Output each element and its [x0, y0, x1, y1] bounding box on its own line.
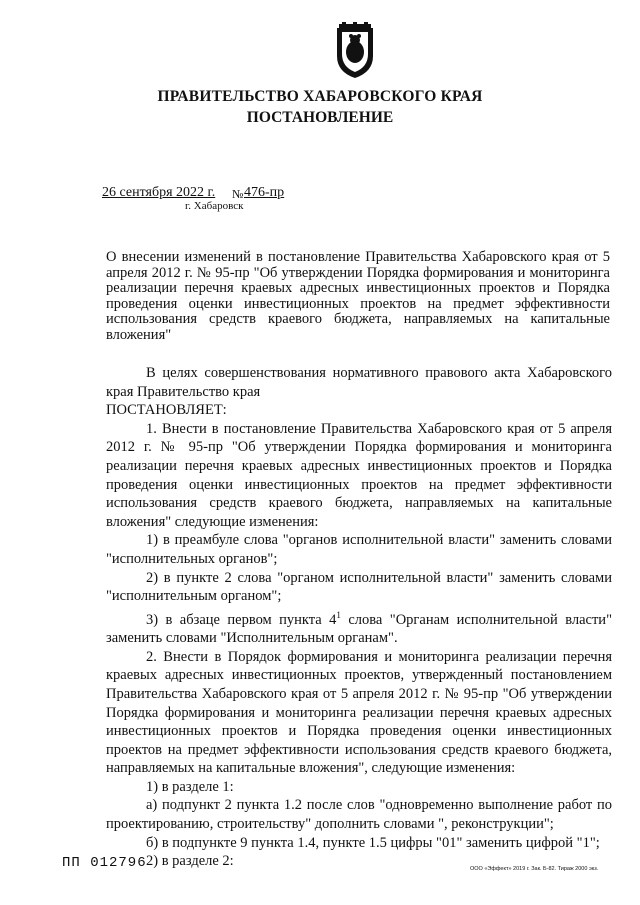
paragraph-2-1-a: а) подпункт 2 пункта 1.2 после слов "одновременно выполнение работ по проектированию, строительству" дополнить словами ", реконструкции";: [106, 797, 612, 833]
document-number: 476-пр: [244, 185, 285, 200]
document-date: 26 сентября 2022 г.: [102, 185, 216, 200]
coat-of-arms-emblem: [333, 22, 377, 80]
form-serial-code: ПП 012796: [62, 855, 147, 871]
document-subject: О внесении изменений в постановление Правительства Хабаровского края от 5 апреля 2012 г. № 95-пр "Об утверждении Порядка формирования и мониторинга реализации перечня краевых адресных инвестиционных проектов и Порядка проведения оценки инвестиционных проектов на предмет эффективности использования средств краевого бюджета, направляемых на капитальные вложения": [106, 249, 610, 343]
paragraph-1: 1. Внести в постановление Правительства Хабаровского края от 5 апреля 2012 г. № 95-пр "Об утверждении Порядка формирования и мониторинга реализации перечня краевых адресных инвестиционных проектов и Порядка проведения оценки инвестиционных проектов на предмет эффективности использования средств краевого бюджета, направляемых на капитальные вложения" следующие изменения:: [106, 420, 612, 530]
paragraph-1-1: 1) в преамбуле слова "органов исполнительной власти" заменить словами "исполнительных органов";: [106, 532, 612, 567]
paragraph-1-3-start: 3) в абзаце первом пункта 4: [146, 611, 337, 628]
paragraph-1-2: 2) в пункте 2 слова "органом исполнительной власти" заменить словами "исполнительным органом";: [106, 569, 612, 605]
paragraph-1-3-superscript: 1: [336, 609, 341, 620]
paragraph-2-1: 1) в разделе 1:: [146, 778, 234, 795]
government-title: ПРАВИТЕЛЬСТВО ХАБАРОВСКОГО КРАЯ: [157, 88, 483, 105]
document-type-title: ПОСТАНОВЛЕНИЕ: [246, 109, 394, 126]
paragraph-2-1-b: б) в подпункте 9 пункта 1.4, пункте 1.5 цифры "01" заменить цифрой "1";: [146, 834, 600, 851]
paragraph-1-3: [106, 606, 612, 648]
paragraph-1-3-end: слова "Органам исполнительной власти" заменить словами "Исполнительным органам".: [106, 611, 612, 647]
city-name: г. Хабаровск: [185, 200, 244, 212]
resolves-heading: ПОСТАНОВЛЯЕТ:: [106, 402, 227, 419]
intro-paragraph: В целях совершенствования нормативного правового акта Хабаровского края Правительство края: [106, 365, 612, 400]
paragraph-2: 2. Внести в Порядок формирования и мониторинга реализации перечня краевых адресных инвестиционных проектов, утвержденный постановлением Правительства Хабаровского края от 5 апреля 2012 г. № 95-пр "Об утверждении Порядка формирования и мониторинга реализации перечня краевых адресных инвестиционных проектов и Порядка проведения оценки инвестиционных проектов на предмет эффективности использования средств краевого бюджета, направляемых на капитальные вложения", следующие изменения:: [106, 648, 612, 777]
paragraph-2-2: 2) в разделе 2:: [146, 853, 234, 870]
print-info: ООО «Эффект» 2019 г. Зак. Б-82. Тираж 2000 экз.: [470, 866, 599, 872]
document-body: [106, 364, 612, 871]
number-label: №: [232, 187, 244, 201]
